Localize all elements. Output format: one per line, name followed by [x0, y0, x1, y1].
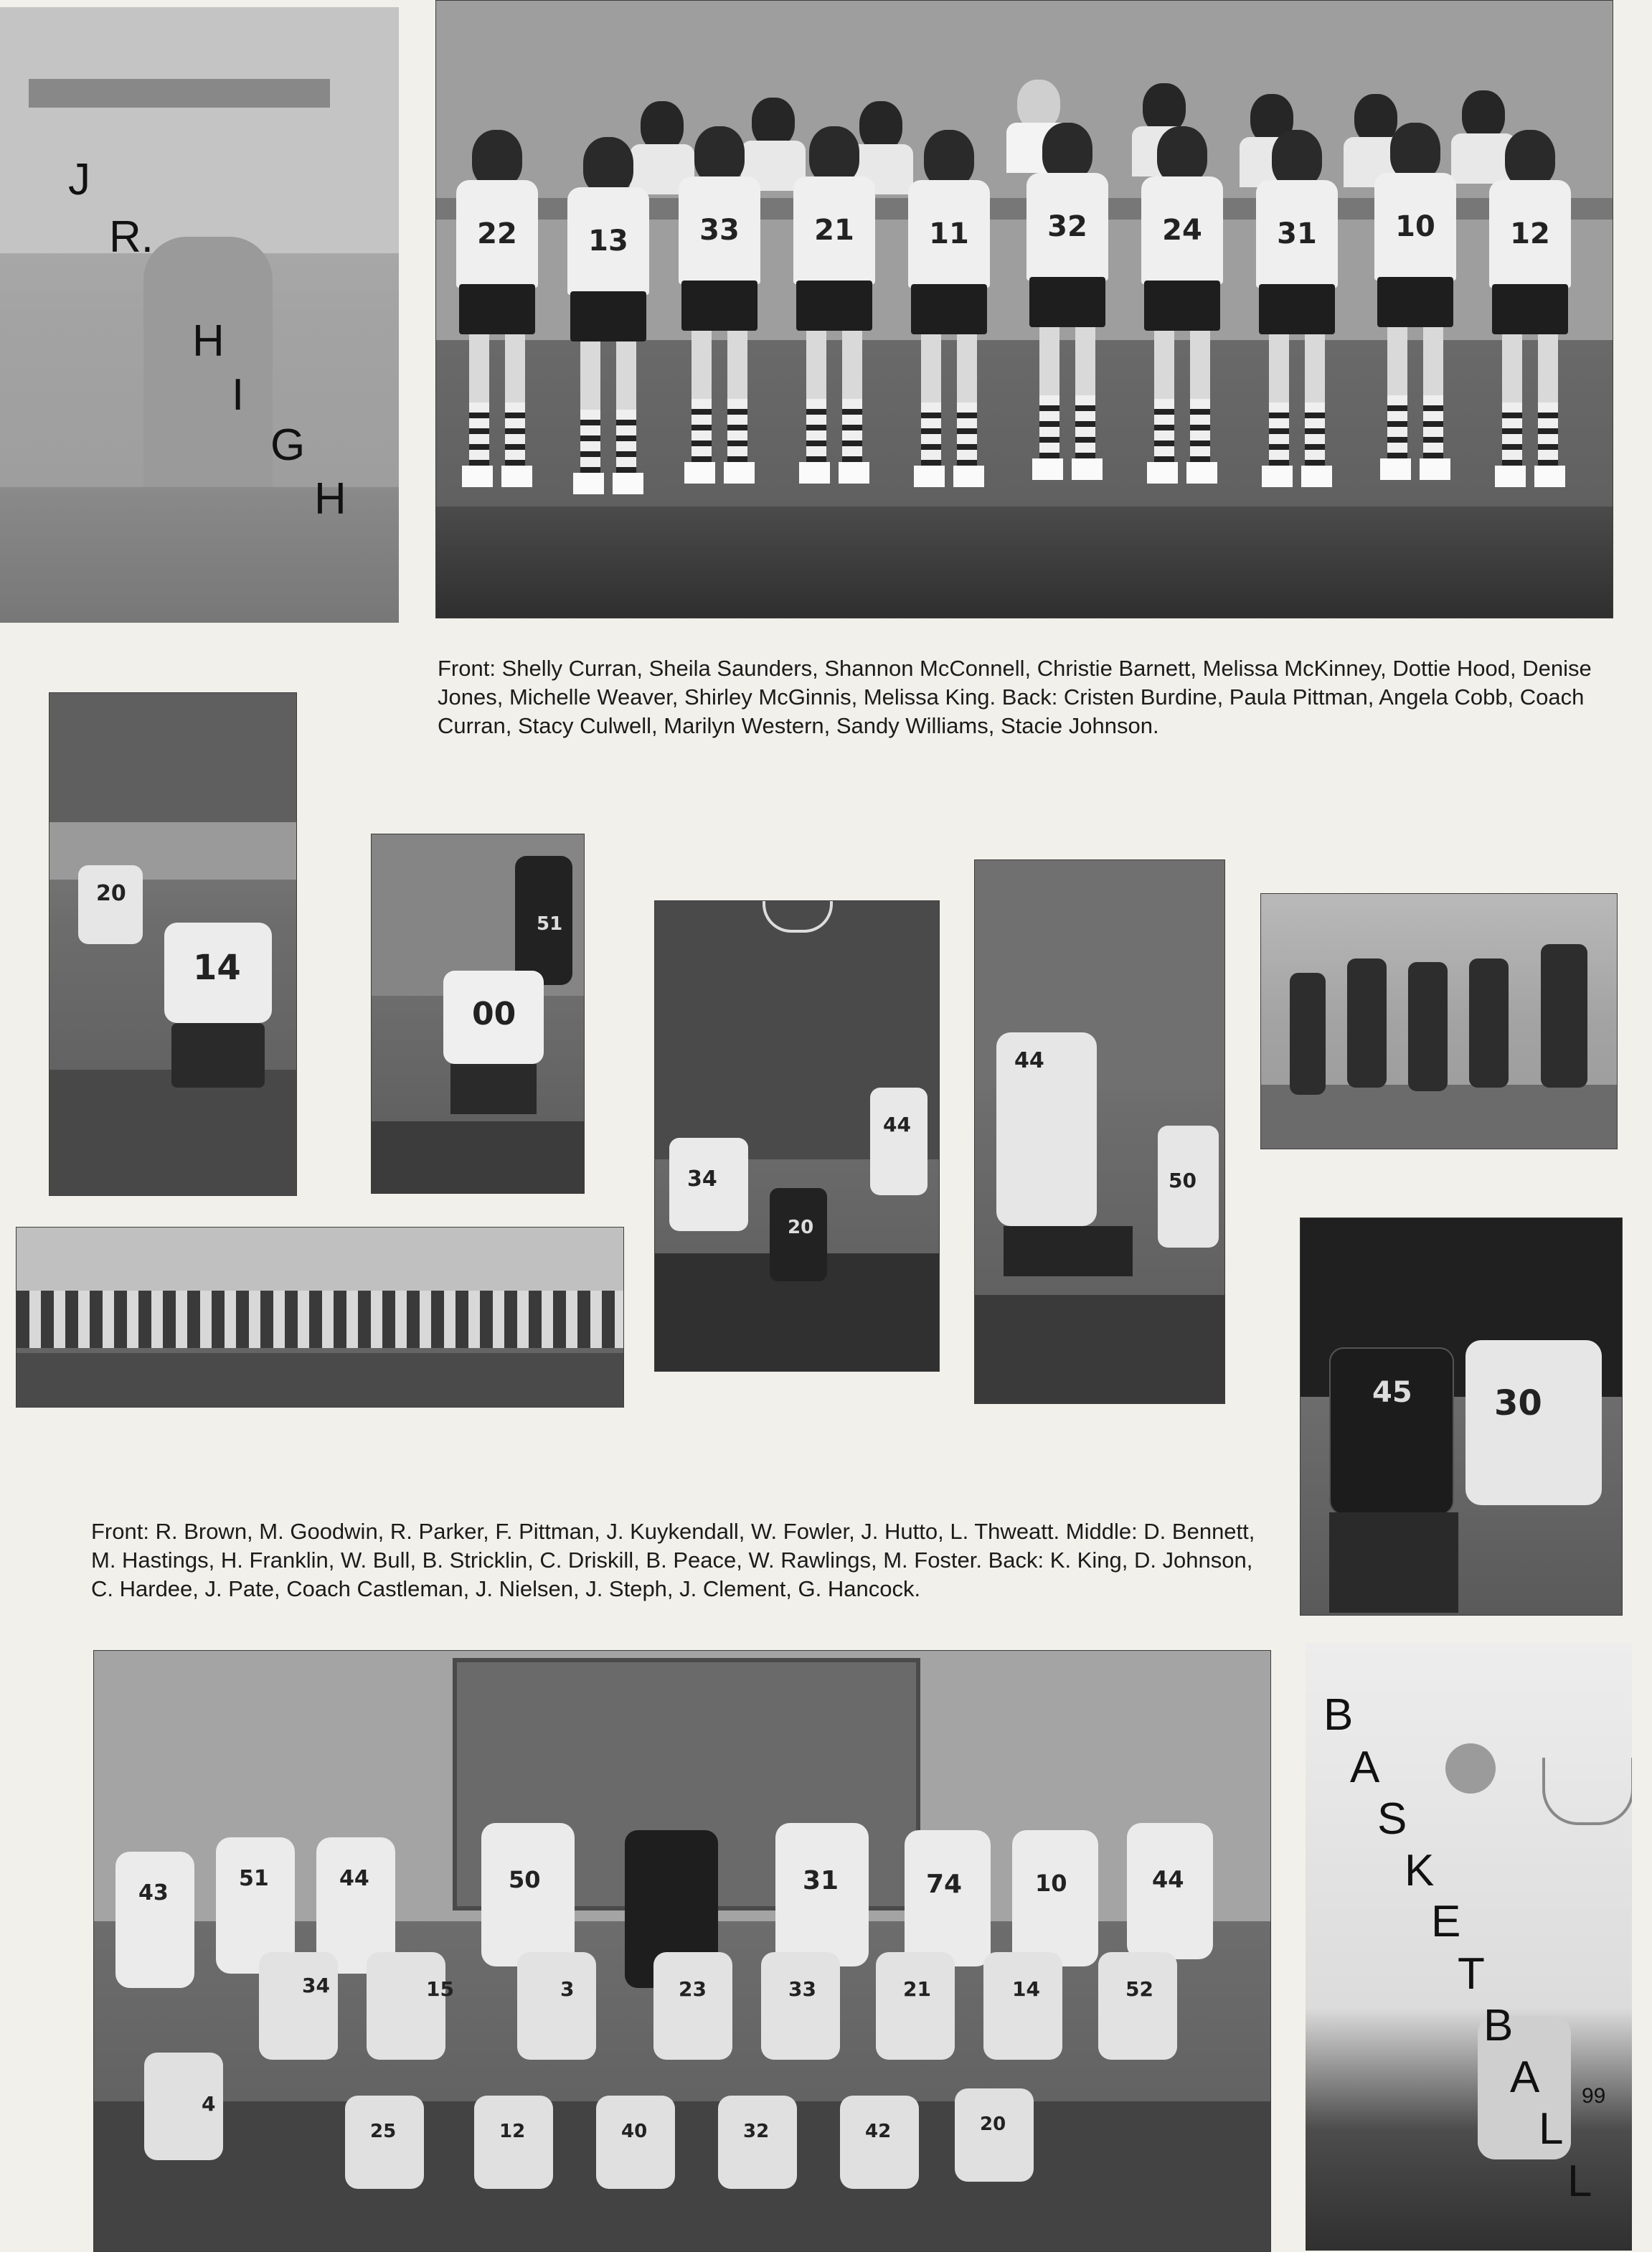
- title-letter-l2: L: [1567, 2157, 1592, 2206]
- player: [761, 1952, 840, 2060]
- jersey-number: 12: [499, 2121, 526, 2142]
- player: [474, 2096, 553, 2189]
- jersey-number: 31: [1256, 180, 1338, 288]
- player: [1098, 1952, 1177, 2060]
- jersey-number: 10: [1374, 173, 1456, 281]
- player: [955, 2088, 1034, 2182]
- title-letter-k: K: [1405, 1846, 1435, 1895]
- cheerleader: [1408, 962, 1448, 1091]
- jersey-number: 51: [239, 1866, 269, 1891]
- jersey-number: 44: [339, 1866, 369, 1891]
- jersey-number: 24: [1141, 176, 1223, 284]
- player: [481, 1823, 575, 1966]
- jersey-number: 12: [1489, 180, 1571, 288]
- jersey-number: 43: [138, 1880, 169, 1905]
- action-photo-jump: [974, 859, 1225, 1404]
- jr-high-action-photo: [0, 7, 399, 623]
- jersey-number: 00: [472, 996, 516, 1032]
- basketball-hoop: [1542, 1758, 1632, 1825]
- cheerleader: [1541, 944, 1587, 1088]
- player: [115, 1852, 194, 1988]
- player: [718, 2096, 797, 2189]
- shorts: [450, 1064, 537, 1114]
- team-player: [673, 126, 766, 499]
- title-letter-a1: A: [1350, 1743, 1380, 1792]
- title-letter-b1: B: [1323, 1690, 1354, 1740]
- team-player: [450, 130, 544, 503]
- player: [517, 1952, 596, 2060]
- jersey-number: 44: [1014, 1048, 1044, 1073]
- jersey-number: 10: [1035, 1870, 1067, 1897]
- jersey: [996, 1032, 1097, 1226]
- jersey-number: 20: [96, 881, 126, 906]
- jersey-number: 44: [1152, 1866, 1184, 1893]
- jersey-number: 31: [803, 1866, 839, 1895]
- jersey-number: 15: [426, 1977, 454, 2001]
- jersey-number: 4: [202, 2092, 216, 2116]
- cheerleader: [1290, 973, 1326, 1095]
- action-photo-shot: [49, 692, 297, 1196]
- jersey-number: 25: [370, 2121, 397, 2142]
- jersey-number: 32: [743, 2121, 770, 2142]
- player: [840, 2096, 919, 2189]
- player: [367, 1952, 445, 2060]
- jersey-number: 33: [679, 176, 760, 284]
- jersey-number: 20: [980, 2114, 1006, 2135]
- action-photo-block: [1300, 1217, 1623, 1616]
- basketball-icon: [1445, 1743, 1496, 1794]
- team-player: [902, 130, 996, 503]
- shorts: [1004, 1226, 1133, 1276]
- title-letter-h2: H: [314, 474, 346, 524]
- team-player: [1250, 130, 1344, 503]
- player: [596, 2096, 675, 2189]
- player: [983, 1952, 1062, 2060]
- cheerleader: [1469, 958, 1509, 1088]
- action-photo-rebound: [654, 900, 940, 1372]
- title-letter-j: J: [68, 155, 90, 204]
- jersey-number: 42: [865, 2121, 892, 2142]
- jersey-number: 21: [903, 1977, 931, 2001]
- jersey-number: 45: [1372, 1376, 1412, 1409]
- page-number: 99: [1582, 2084, 1606, 2108]
- boys-team-photo: [93, 1650, 1271, 2252]
- team-player: [1483, 130, 1577, 503]
- jersey-number: 30: [1494, 1383, 1542, 1423]
- title-letter-e: E: [1431, 1897, 1461, 1946]
- player: [345, 2096, 424, 2189]
- team-player: [788, 126, 881, 499]
- jersey-number: 74: [926, 1870, 963, 1899]
- title-letter-a2: A: [1510, 2053, 1540, 2102]
- jersey-number: 51: [537, 913, 563, 935]
- team-player: [1369, 123, 1462, 496]
- title-letter-b2: B: [1483, 2001, 1514, 2050]
- jersey-number: 33: [788, 1977, 816, 2001]
- jersey-number: 11: [908, 180, 990, 288]
- jersey-number: 50: [509, 1866, 541, 1893]
- jersey-number: 13: [567, 187, 649, 295]
- jersey-number: 20: [788, 1217, 814, 1238]
- jersey-number: 44: [883, 1113, 911, 1136]
- jersey-number: 52: [1125, 1977, 1153, 2001]
- cheerleaders-photo: [1260, 893, 1618, 1149]
- action-photo-defense: [371, 834, 585, 1194]
- player: [653, 1952, 732, 2060]
- jersey-number: 21: [793, 176, 875, 284]
- title-letter-h1: H: [192, 316, 225, 366]
- team-player: [1021, 123, 1114, 496]
- title-letter-s: S: [1377, 1794, 1407, 1844]
- jersey-number: 34: [687, 1167, 717, 1192]
- title-letter-t: T: [1458, 1949, 1485, 1999]
- jersey-number: 23: [679, 1977, 707, 2001]
- title-letter-l1: L: [1539, 2104, 1564, 2154]
- jersey-number: 14: [1012, 1977, 1040, 2001]
- jersey-number: 14: [193, 948, 241, 988]
- girls-team-caption: Front: Shelly Curran, Sheila Saunders, Shannon McConnell, Christie Barnett, Melissa McKinney, Dottie Hood, Denise Jones, Michelle Weaver, Shirley McGinnis, Melissa King. Back: Cristen Burdine, Paula Pittman, Angela Cobb, Coach Curran, Stacy Culwell, Marilyn Western, Sandy Williams, Stacie Johnson.: [438, 656, 1592, 738]
- jersey-number: 50: [1169, 1169, 1196, 1192]
- backboard-frame: [29, 79, 330, 108]
- player: [1012, 1830, 1098, 1966]
- jersey-number: 34: [302, 1974, 330, 1997]
- girls-team-photo: [435, 0, 1613, 618]
- title-letter-i: I: [232, 370, 245, 420]
- jersey-number: 3: [560, 1977, 575, 2001]
- shorts: [171, 1023, 265, 1088]
- title-letter-r: R.: [109, 212, 154, 262]
- team-player: [562, 137, 655, 510]
- shorts: [1329, 1512, 1458, 1613]
- jersey: [870, 1088, 928, 1195]
- player: [259, 1952, 338, 2060]
- team-player: [1136, 126, 1229, 499]
- player: [876, 1952, 955, 2060]
- jersey-number: 32: [1026, 173, 1108, 281]
- title-letter-g: G: [270, 420, 306, 470]
- dark-jersey: [1329, 1347, 1454, 1515]
- cheerleader: [1347, 958, 1387, 1088]
- players-row: [16, 1291, 623, 1348]
- boys-team-caption: Front: R. Brown, M. Goodwin, R. Parker, F. Pittman, J. Kuykendall, W. Fowler, J. Hutto, L. Thweatt. Middle: D. Bennett, M. Hastings, H. Franklin, W. Bull, B. Stricklin, C. Driskill, B. Peace, W. Rawlings, M. Foster. Back: K. King, D. Johnson, C. Hardee, J. Pate, Coach Castleman, J. Nielsen, J. Steph, J. Clement, G. Hancock.: [91, 1519, 1255, 1601]
- bench-photo: [16, 1227, 624, 1408]
- jersey-number: 22: [456, 180, 538, 288]
- jersey-number: 40: [621, 2121, 648, 2142]
